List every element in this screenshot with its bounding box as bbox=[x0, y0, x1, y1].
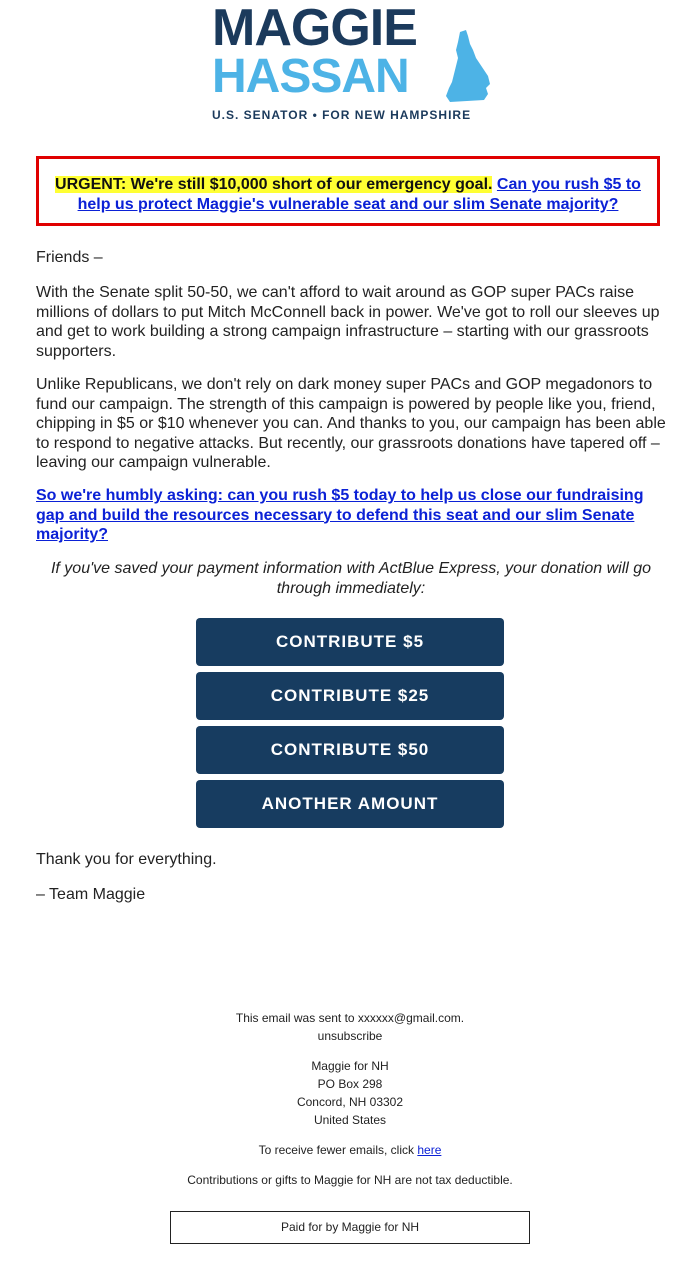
urgent-highlight-text: URGENT: We're still $10,000 short of our emergency goal. bbox=[55, 176, 493, 193]
urgent-donate-link[interactable]: Can you rush $5 to help us protect Maggie's vulnerable seat and our slim Senate majority? bbox=[77, 176, 641, 213]
address-city: Concord, NH 03302 bbox=[296, 1095, 404, 1109]
tax-disclaimer: Contributions or gifts to Maggie for NH are not tax deductible. bbox=[187, 1173, 513, 1187]
mailing-address bbox=[0, 1057, 700, 1129]
fewer-emails-text: To receive fewer emails, click bbox=[258, 1143, 414, 1157]
logo-first-name: MAGGIE bbox=[212, 0, 417, 57]
body-paragraph-2: Unlike Republicans, we don't rely on dark money super PACs and GOP megadonors to fund our campaign. The strength of this campaign is powered by people like you, friend, chipping in $5 or $10 whenever you can. And thanks to you, our campaign has been able to respond to negative attacks. But recently, our grassroots donations have tapered off – leaving our campaign vulnerable. bbox=[36, 376, 666, 471]
greeting: Friends – bbox=[36, 249, 103, 266]
new-hampshire-state-icon bbox=[446, 30, 490, 102]
fewer-emails-link[interactable]: here bbox=[417, 1143, 442, 1157]
urgent-banner bbox=[36, 156, 660, 226]
contribute-5-button[interactable]: CONTRIBUTE $5 bbox=[196, 618, 504, 666]
ask-donate-link[interactable]: So we're humbly asking: can you rush $5 today to help us close our fundraising gap and build the resources necessary to defend this seat and our slim Senate majority? bbox=[36, 487, 644, 543]
body-paragraph-1: With the Senate split 50-50, we can't afford to wait around as GOP super PACs raise millions of dollars to put Mitch McConnell back in power. We've got to roll our sleeves up and get to work building a strong campaign infrastructure – starting with our grassroots supporters. bbox=[36, 284, 660, 360]
thank-you-text: Thank you for everything. bbox=[36, 851, 217, 868]
unsubscribe-link[interactable]: unsubscribe bbox=[317, 1029, 383, 1043]
another-amount-button[interactable]: ANOTHER AMOUNT bbox=[196, 780, 504, 828]
fewer-emails-row bbox=[0, 1141, 700, 1159]
address-org: Maggie for NH bbox=[311, 1059, 389, 1073]
sent-to-notice: This email was sent to xxxxxx@gmail.com. bbox=[235, 1011, 465, 1025]
signoff-text: – Team Maggie bbox=[36, 886, 146, 903]
email-header bbox=[0, 0, 700, 130]
actblue-express-note: If you've saved your payment information with ActBlue Express, your donation will go through immediately: bbox=[50, 560, 652, 597]
logo-tagline: U.S. SENATOR • FOR NEW HAMPSHIRE bbox=[212, 108, 472, 122]
unsubscribe-link-row bbox=[0, 1027, 700, 1045]
address-country: United States bbox=[313, 1113, 387, 1127]
address-po-box: PO Box 298 bbox=[317, 1077, 383, 1091]
contribute-25-button[interactable]: CONTRIBUTE $25 bbox=[196, 672, 504, 720]
contribute-50-button[interactable]: CONTRIBUTE $50 bbox=[196, 726, 504, 774]
ask-paragraph bbox=[36, 486, 666, 545]
logo-last-name: HASSAN bbox=[212, 50, 409, 103]
paid-for-disclaimer: Paid for by Maggie for NH bbox=[170, 1211, 530, 1244]
